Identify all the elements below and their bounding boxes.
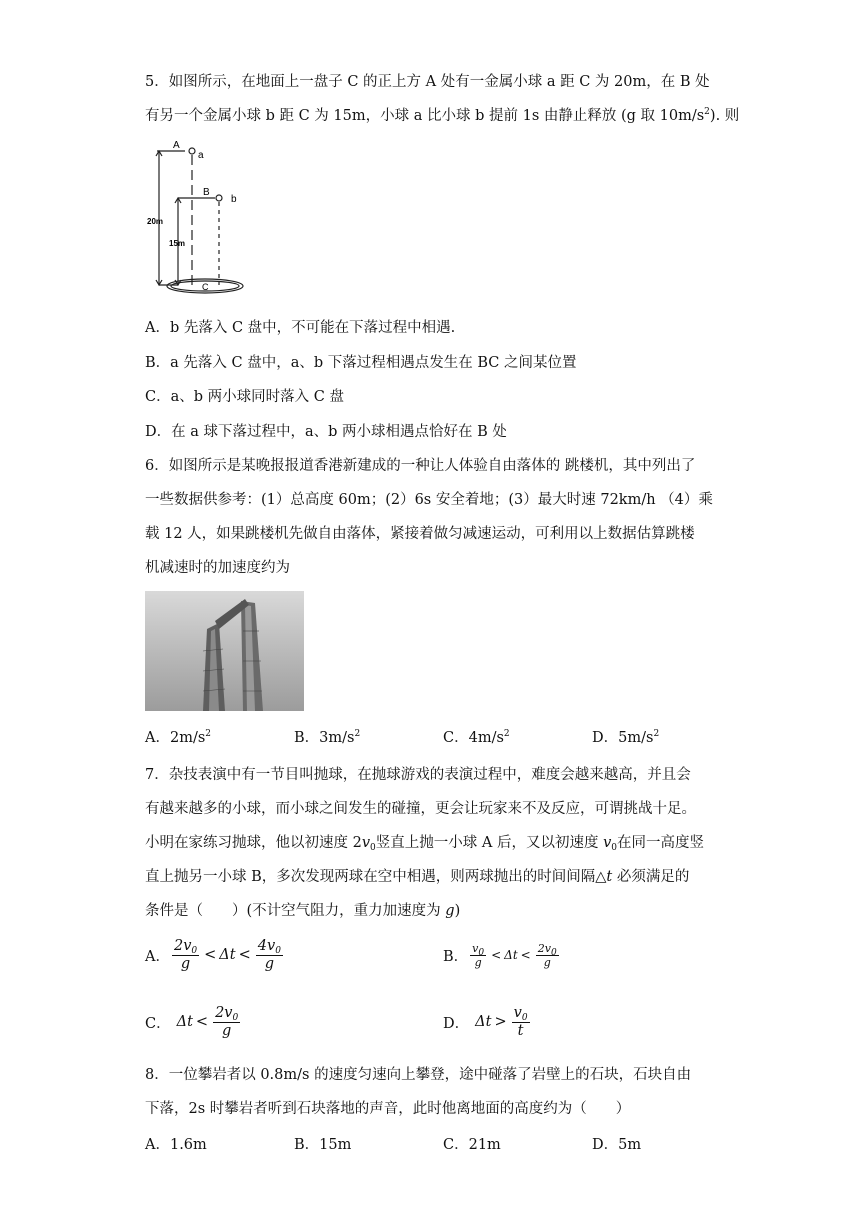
- q6-option-b: B．$3m/s^2$: [294, 729, 361, 746]
- q6-option-d: D．$5m/s^2$: [592, 729, 660, 746]
- fig-label-B: B: [203, 187, 210, 198]
- q6-line1: 6．如图所示是某晚报报道香港新建成的一种让人体验自由落体的 跳楼机，其中列出了: [145, 458, 696, 474]
- tower-photo: [145, 591, 304, 711]
- q8-line2: 下落，2s 时攀岩者听到石块落地的声音，此时他离地面的高度约为（ ）: [145, 1101, 631, 1117]
- q5-option-c: C．a、b 两小球同时落入 C 盘: [145, 389, 344, 405]
- q6-line2: 一些数据供参考：(1）总高度 60m；(2）6s 安全着地；(3）最大时速 72km/h （4）乘: [145, 492, 713, 508]
- fig-label-A: A: [173, 140, 180, 151]
- q7-line4: 直上抛另一小球 B，多次发现两球在空中相遇，则两球抛出的时间间隔△t 必须满足的: [145, 869, 690, 885]
- q6-options: [0, 726, 860, 748]
- q5-option-d: D．在 a 球下落过程中，a、b 两小球相遇点恰好在 B 处: [145, 424, 507, 440]
- q5-option-a: A．b 先落入 C 盘中，不可能在下落过程中相遇.: [145, 320, 456, 336]
- q7-option-c: C． Δt < $\frac{2v_0}{g}$: [145, 1004, 239, 1039]
- q8-option-b: B．15m: [294, 1137, 352, 1153]
- q5-line1: 5．如图所示，在地面上一盘子 C 的正上方 A 处有一金属小球 a 距 C 为 20m，在 B 处: [145, 74, 710, 90]
- fig-label-15m: 15m: [169, 239, 186, 248]
- q7-option-b: B． $\frac{v_0}{g}$ < Δt < $\frac{2v_0}{g}$: [443, 941, 557, 969]
- q8-option-d: D．5m: [592, 1137, 642, 1153]
- q7-option-a: A． $\frac{2v_0}{g}$ < Δt < $\frac{4v_0}{g}$: [145, 937, 281, 972]
- q6-line4: 机减速时的加速度约为: [145, 560, 290, 576]
- fig-label-b: b: [231, 194, 237, 205]
- fig-label-C: C: [202, 282, 209, 292]
- q5-line2-sup: 2: [704, 107, 710, 117]
- q7-line3: 小明在家练习抛球，他以初速度 $2v_0$竖直上抛一小球 A 后，又以初速度 $v_0$在同一高度竖: [145, 835, 705, 853]
- q8-line1: 8．一位攀岩者以 0.8m/s 的速度匀速向上攀登，途中碰落了岩壁上的石块，石块自由: [145, 1067, 692, 1083]
- q7-option-d: D． Δt > $\frac{v_0}{t}$: [443, 1004, 528, 1039]
- q7-line1: 7．杂技表演中有一节目叫抛球，在抛球游戏的表演过程中，难度会越来越高，并且会: [145, 767, 691, 783]
- q6-option-a: A．$2m/s^2$: [145, 729, 212, 746]
- q5-option-b: B．a 先落入 C 盘中，a、b 下落过程相遇点发生在 BC 之间某位置: [145, 355, 577, 371]
- fig-label-a: a: [198, 150, 204, 161]
- q6-line3: 载 12 人，如果跳楼机先做自由落体，紧接着做匀减速运动，可利用以上数据估算跳楼: [145, 526, 695, 542]
- q6-option-c: C．$4m/s^2$: [443, 729, 510, 746]
- q5-figure: [145, 140, 265, 300]
- q5-line2-text: 有另一个金属小球 b 距 C 为 15m，小球 a 比小球 b 提前 1s 由静止释放 (g 取 10m/s: [145, 108, 705, 124]
- q8-option-a: A．1.6m: [145, 1137, 207, 1153]
- q8-options: [0, 1133, 860, 1155]
- fig-label-20m: 20m: [147, 217, 164, 226]
- q7-line5: 条件是（ ）(不计空气阻力，重力加速度为 g): [145, 903, 461, 919]
- q5-line2-end: ). 则: [709, 108, 740, 124]
- q7-line2: 有越来越多的小球，而小球之间发生的碰撞，更会让玩家来不及反应，可谓挑战十足。: [145, 801, 696, 817]
- q8-option-c: C．21m: [443, 1137, 501, 1153]
- q5-line2: [145, 106, 739, 126]
